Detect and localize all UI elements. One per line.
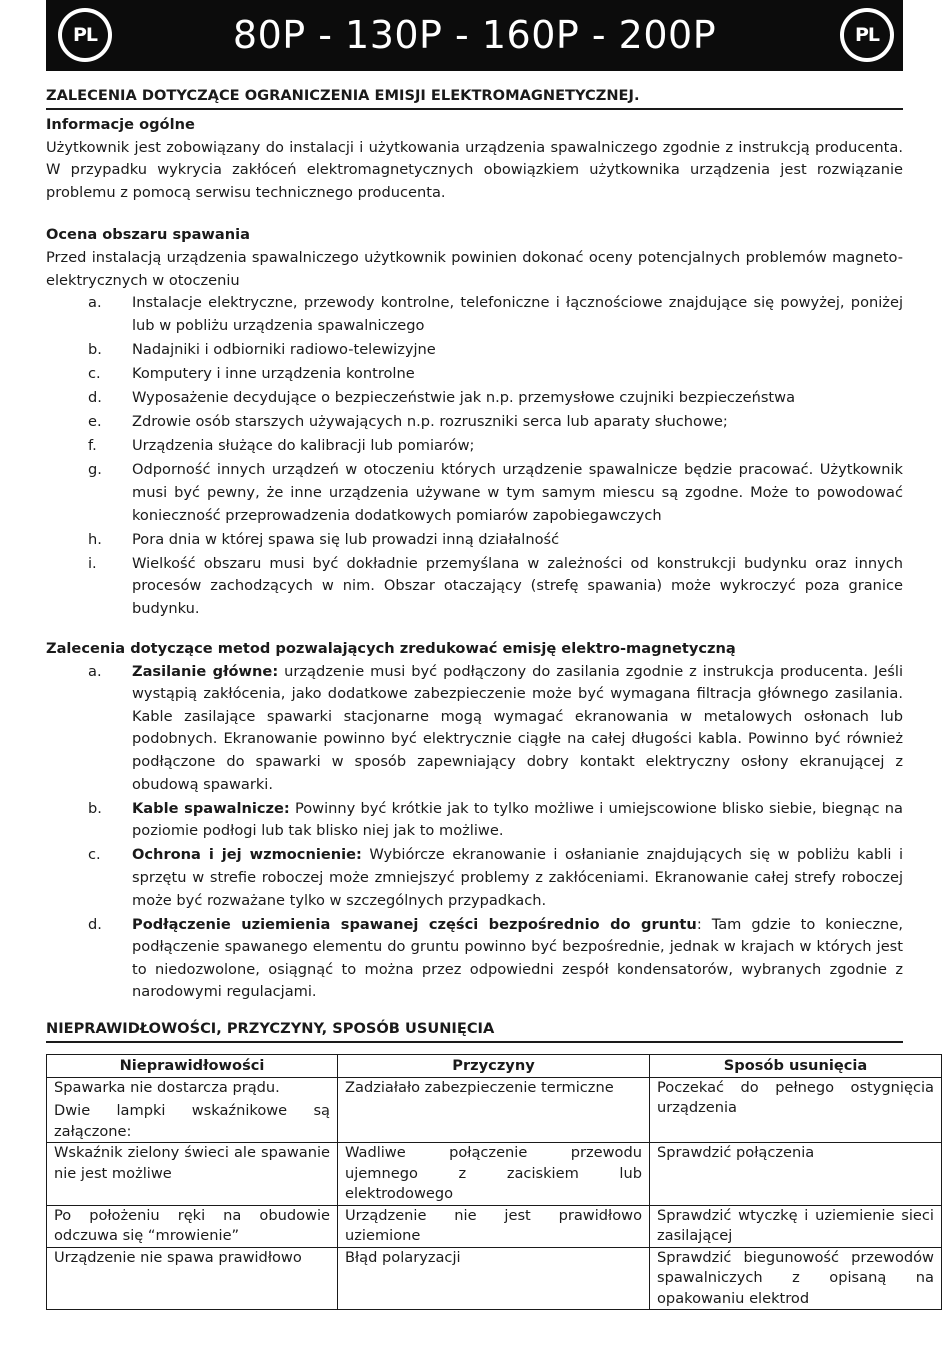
- problem-text: Dwie lampki wskaźnikowe są załączone:: [54, 1102, 330, 1140]
- list-item: [46, 435, 903, 458]
- document-body: [46, 86, 934, 1310]
- cause-cell: Urządzenie nie jest prawidłowo uziemione: [338, 1205, 650, 1247]
- list-item: [46, 339, 903, 362]
- table-row: [47, 1247, 942, 1310]
- list-marker: e.: [88, 413, 102, 431]
- list-marker: i.: [88, 554, 97, 572]
- column-header-remedy: Sposób usunięcia: [650, 1055, 942, 1078]
- cause-cell: Zadziałało zabezpieczenie termiczne: [338, 1077, 650, 1143]
- table-row: [47, 1205, 942, 1247]
- list-item: [46, 844, 903, 912]
- reduction-methods-list: [46, 661, 903, 1004]
- list-item: [46, 387, 903, 410]
- list-item-text: Odporność innych urządzeń w otoczeniu których urządzenie spawalnicze będzie pracować. Użytkownik musi być pewny, że inne urządzenia używane w tym samym miescu są zgodne. Może to powodować konieczność przeprowadzenia dodatkowych pomiarów zapobiegawczych: [132, 461, 903, 524]
- list-item: [46, 411, 903, 434]
- area-assessment-heading: Ocena obszaru spawania: [46, 226, 250, 244]
- list-item-text: Nadajniki i odbiorniki radiowo-telewizyjne: [132, 340, 436, 358]
- remedy-cell: Sprawdzić wtyczkę i uziemienie sieci zasilającej: [650, 1205, 942, 1247]
- cause-cell: Błąd polaryzacji: [338, 1247, 650, 1310]
- remedy-cell: Sprawdzić biegunowość przewodów spawalniczych z opisaną na opakowaniu elektrod: [650, 1247, 942, 1310]
- list-marker: f.: [88, 437, 97, 455]
- list-marker: h.: [88, 530, 102, 548]
- pl-language-badge-right: [840, 8, 894, 62]
- column-header-cause: Przyczyny: [338, 1055, 650, 1078]
- list-item-text: Zdrowie osób starszych używających n.p. rozruszniki serca lub aparaty słuchowe;: [132, 413, 728, 431]
- list-item-label: Kable spawalnicze:: [132, 799, 290, 817]
- list-item-text: Pora dnia w której spawa się lub prowadzi inną działalność: [132, 530, 560, 548]
- list-item: [46, 529, 903, 552]
- list-marker: g.: [88, 461, 102, 479]
- list-item-text: : Tam gdzie to konieczne, podłączenie spawanego elementu do gruntu powinno być bezpośrednie, jednak w krajach w których jest to niedozwolone, osiągnąć to można przez odpowiedni zespół kondensatorów, wybranych zgodnie z narodowymi regulacjami.: [132, 915, 903, 1001]
- list-item-text: Komputery i inne urządzenia kontrolne: [132, 364, 415, 382]
- list-item: [46, 459, 903, 527]
- list-marker: c.: [88, 364, 101, 382]
- remedy-cell: Poczekać do pełnego ostygnięcia urządzenia: [650, 1077, 942, 1143]
- list-marker: d.: [88, 389, 102, 407]
- pl-badge-text: PL: [62, 12, 108, 58]
- list-marker: d.: [88, 915, 102, 933]
- problem-text: Po położeniu ręki na obudowie odczuwa się “mrowienie”: [54, 1206, 330, 1245]
- cause-cell: Wadliwe połączenie przewodu ujemnego z zaciskiem lub elektrodowego: [338, 1143, 650, 1206]
- problem-cell: [47, 1247, 338, 1310]
- list-item-label: Zasilanie główne:: [132, 662, 279, 680]
- model-title: 80P - 130P - 160P - 200P: [232, 13, 717, 57]
- area-assessment-text: Przed instalacją urządzenia spawalniczego użytkownik powinien dokonać oceny potencjalnych problemów magneto-elektrycznych w otoczeniu: [46, 248, 903, 289]
- table-header-row: [47, 1055, 942, 1078]
- problem-text: Spawarka nie dostarcza prądu.: [54, 1078, 280, 1096]
- list-marker: a.: [88, 662, 102, 680]
- table-row: [47, 1143, 942, 1206]
- area-assessment-list: [46, 292, 903, 620]
- list-item: [46, 292, 903, 337]
- list-item-text: Wielkość obszaru musi być dokładnie przemyślana w zależności od konstrukcji budynku oraz innych procesów zachodzących w nim. Obszar otaczający (strefę spawania) może wykroczyć poza granice budynku.: [132, 554, 903, 617]
- header-bar: [46, 0, 903, 71]
- list-item-text: urządzenie musi być podłączony do zasilania zgodnie z instrukcja producenta. Jeśli wystąpią zakłócenia, jako dodatkowe zabezpieczenie może być wymagana filtracja głównego zasilania. Kable zasilające spawarki stacjonarne mogą wymagać ekranowania w metalowych osłonach lub podobnych. Ekranowanie powinno być elektrycznie ciągłe na całej długości kabla. Powinno być również podłączone do spawarki w sposób zapewniający dobry kontakt elektryczny osłony ekranującej z obudową spawarki.: [132, 662, 903, 793]
- problem-cell: [47, 1205, 338, 1247]
- list-item-text: Wybiórcze ekranowanie i osłanianie znajdujących się w pobliżu kabli i sprzętu w strefie roboczej może zmniejszyć problemy z zakłóceniami. Ekranowanie całej strefy roboczej może być rozważane tylko w szczególnych przypadkach.: [132, 846, 903, 909]
- list-marker: a.: [88, 294, 102, 312]
- problem-text: Urządzenie nie spawa prawidłowo: [54, 1248, 302, 1266]
- pl-badge-text: PL: [844, 12, 890, 58]
- list-item-text: Powinny być krótkie jak to tylko możliwe i umiejscowione blisko siebie, biegnąc na poziomie podłogi lub tak blisko niej jak to możliwe.: [132, 799, 903, 840]
- problem-cell: [47, 1077, 338, 1143]
- troubleshooting-title: NIEPRAWIDŁOWOŚCI, PRZYCZYNY, SPOSÓB USUNIĘCIA: [46, 1019, 903, 1043]
- general-info-heading: Informacje ogólne: [46, 116, 195, 133]
- list-item-label: Podłączenie uziemienia spawanej części bezpośrednio do gruntu: [132, 915, 697, 933]
- list-marker: c.: [88, 846, 101, 864]
- list-marker: b.: [88, 340, 102, 358]
- emc-section-title: ZALECENIA DOTYCZĄCE OGRANICZENIA EMISJI ELEKTROMAGNETYCZNEJ.: [46, 86, 903, 110]
- problem-cell: [47, 1143, 338, 1206]
- troubleshooting-table: [46, 1054, 942, 1310]
- list-item: [46, 661, 903, 797]
- list-item: [46, 363, 903, 386]
- list-item: [46, 798, 903, 843]
- general-info-text: Użytkownik jest zobowiązany do instalacji i użytkowania urządzenia spawalniczego zgodnie z instrukcją producenta. W przypadku wykrycia zakłóceń elektromagnetycznych obowiązkiem użytkownika urządzenia jest rozwiązanie problemu z pomocą serwisu technicznego producenta.: [46, 138, 903, 201]
- problem-text: Wskaźnik zielony świeci ale spawanie nie jest możliwe: [54, 1144, 330, 1182]
- reduction-methods-heading: Zalecenia dotyczące metod pozwalających zredukować emisję elektro-magnetyczną: [46, 639, 736, 657]
- list-item: [46, 914, 903, 1004]
- table-row: [47, 1077, 942, 1143]
- column-header-problem: Nieprawidłowości: [47, 1055, 338, 1078]
- list-item: [46, 553, 903, 621]
- list-marker: b.: [88, 799, 102, 817]
- list-item-text: Wyposażenie decydujące o bezpieczeństwie jak n.p. przemysłowe czujniki bezpieczeństwa: [132, 389, 796, 407]
- list-item-label: Ochrona i jej wzmocnienie:: [132, 846, 362, 864]
- list-item-text: Urządzenia służące do kalibracji lub pomiarów;: [132, 437, 475, 455]
- list-item-text: Instalacje elektryczne, przewody kontrolne, telefoniczne i łącznościowe znajdujące się powyżej, poniżej lub w pobliżu urządzenia spawalniczego: [132, 294, 903, 334]
- remedy-cell: Sprawdzić połączenia: [650, 1143, 942, 1206]
